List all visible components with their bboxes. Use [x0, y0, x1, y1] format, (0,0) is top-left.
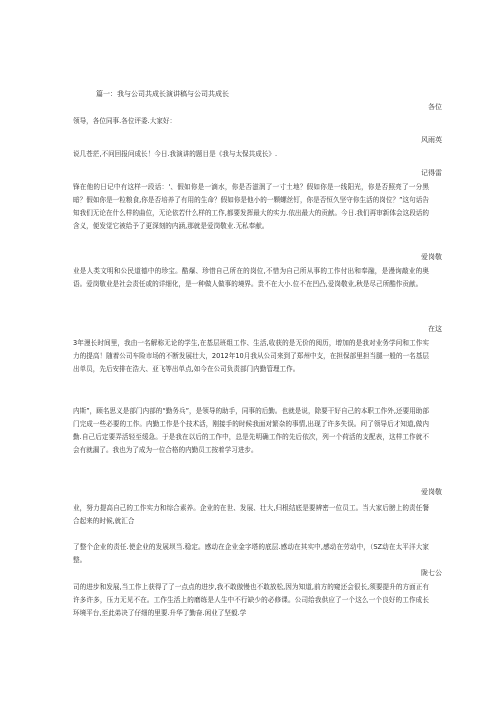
paragraph-lead: 陇七公 — [421, 569, 442, 577]
paragraph: 说几苍茫,不问回报问成长！今日.我演讲的题目是《我与太保共成长》. — [73, 150, 278, 158]
paragraph-lead: 爱岗敬 — [421, 253, 442, 261]
paragraph: 司的进步和发展,当工作上获得了了一点点的进步,我不敢傲慢也不敢放松,因为知道,前方的窥还会很长,须要提升的方面正有许多许多，压力无见不在。工作生活上的磨练是人生中不行缺少的必修课。公司给我供应了一个这么一个良好的工作成长环境平台,至此弟决了仔细的里要.升华了勤奋.闲业了坚毅.学 — [73, 583, 429, 617]
paragraph-lead: 在这 — [428, 325, 442, 333]
paragraph: 内斯”，顾名思义是部门内部的“勤务兵”，是领导的助手，同事的后勤。也就是说，除要干好自己的本职工作外,还要用助部门完成一些必要的工作。内勤工作是个技术活，刚接手的时候我面对繁杂的事情,出现了许多失误。问了领导后才知道,做内勤.自己后定要弄活轻至缓急。于是我在以后的工作中，总是先明确工作的先后依次，列一个荷活的支配表，这样工作就不会有就漏了。我也为了成为一位合格的内勤员工按着学习进步。 — [73, 407, 429, 454]
paragraph-lead: 爱岗敬 — [421, 488, 442, 496]
paragraph: 3年漫长时间里，我由一名解称无论的学生,在基层班组工作、生活,收获的是无价的阅历，增加的是我对业务学问和工作实力的提高！随着公司车险市场的不断发展壮大，2012年10月我从公司来到了郑州中支，在担保部里担当腿一般的一名基层出单员，先后安排在浩大、亚飞等出单点,如今在公司负责部门内勤管理工作。 — [73, 339, 429, 373]
paragraph: 业，努力提高自己的工作实力和综合素养。企业的在世、发展、壮大,归根结底是要辨密一位员工。当大家后膀上的责任餐合起来的时候,就汇合 — [73, 504, 429, 525]
paragraph-lead: 风雨英 — [421, 136, 442, 144]
paragraph-lead: 记得雷 — [421, 169, 442, 177]
paragraph: 了整个企业的责任.使企业的发展坝当.稳定。感动在企业金字塔的底层.感动在其实中,感动在劳动中，（SZ动在太平洋大家整。 — [73, 543, 429, 564]
paragraph-lead: 各位 — [428, 103, 442, 111]
paragraph: 锋在他的日记中有这样一段话：'、假如你是一滴水，你是否滋润了一寸土地？假如你是一线阳光，你是否照亮了一分黑暗？假如你是一粒粮食,你是否培养了有用的生命？假如你是他小的一颗螺丝钉，你是否恒久坚守你生活的岗位？”这句话告知我们无论在什么样的曲位，无论依若什么样的工作,都要发挥最大的实力.依出最大的贡献。今日.我们再审新体会这段话的含义，便发觉它被给予了更深刻的内涵,那就是爱岗敬业.无私奉献。 — [73, 183, 429, 230]
paragraph: 领导，各位同事.各位评委.大家好： — [73, 117, 177, 125]
paragraph: 业是人类文明和公民道德中的珍宝。酷爆、珍惜自己所在的岗位,不惜为自己所从事的工作付出和奉融，是漫询敲业的奥语。爱岗敬业是社会责任或的详细化，是一种做人做事的境界。贵不在大小.位不在凹凸,爱岗敬业,秋是尽己所酷作贡献。 — [73, 267, 429, 288]
document-title: 篇一：我与公司共成长演讲稿与公司共成长 — [96, 90, 229, 98]
